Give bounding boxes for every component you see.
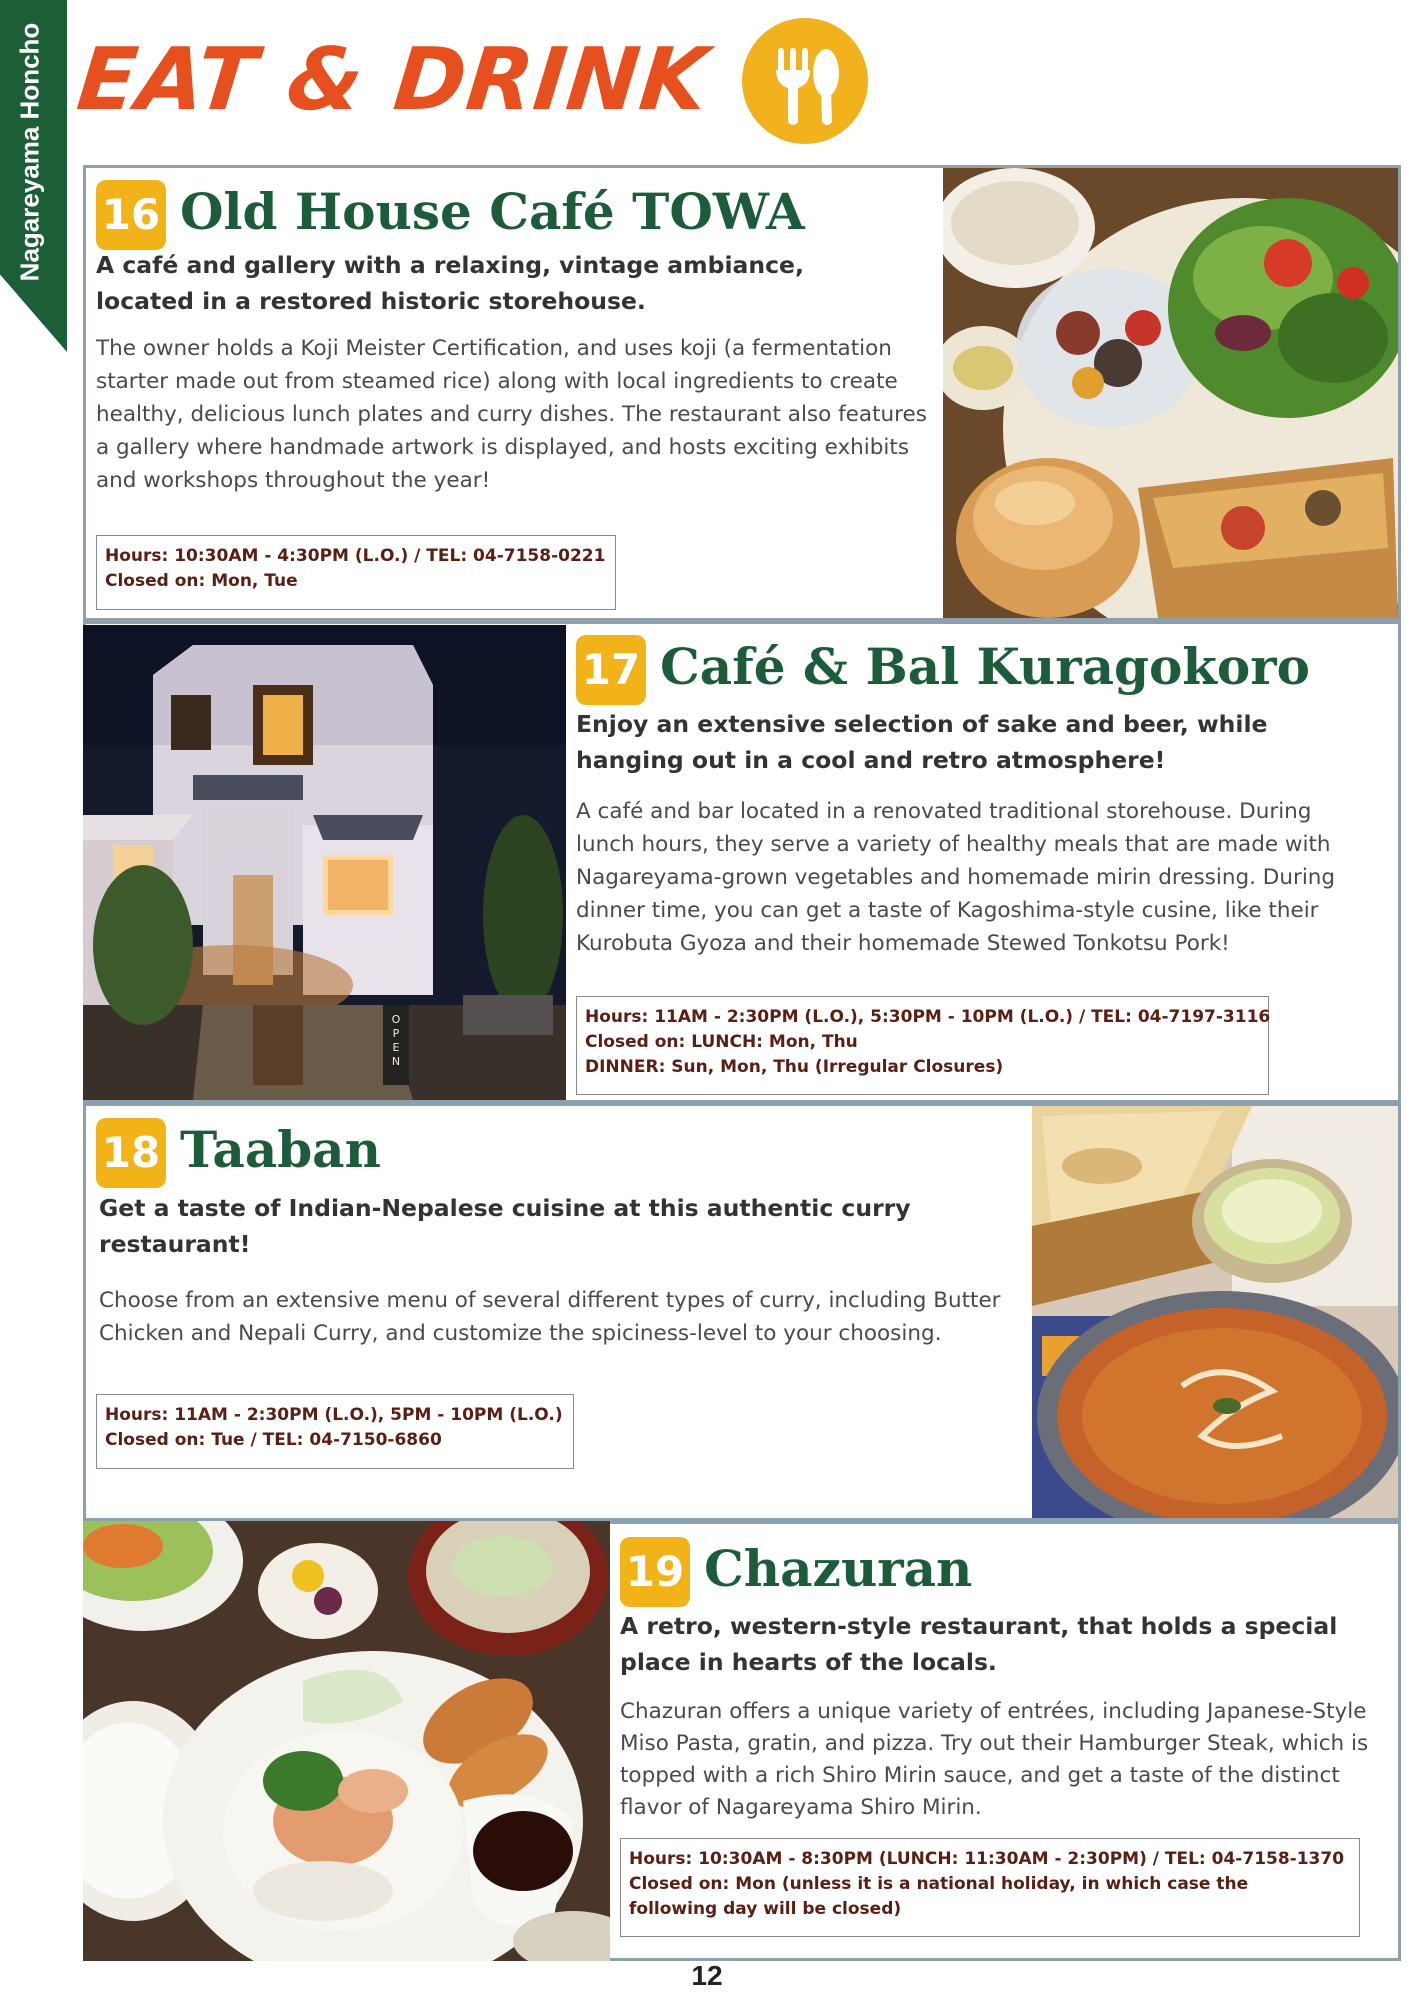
- entry-hours: Hours: 11AM - 2:30PM (L.O.), 5:30PM - 10PM (L.O.) / TEL: 04-7197-3116: [585, 1007, 1271, 1027]
- side-tab-label: Nagareyama Honcho: [14, 22, 45, 282]
- entry-number-badge: 17: [576, 635, 646, 705]
- entry-name: Old House Café TOWA: [180, 182, 805, 241]
- entry-description: The owner holds a Koji Meister Certification, and uses koji (a fermentation starter made out from steamed rice) along with local ingredients to create healthy, delicious lunch plates and curry dishes. The restaurant also features a gallery where handmade artwork is displayed, and hosts exciting exhibits and workshops throughout the year!: [96, 336, 927, 493]
- entry-closed-note: following day will be closed): [629, 1899, 902, 1919]
- entry-closed: Closed on: Mon (unless it is a national holiday, in which case the: [629, 1874, 1249, 1894]
- photo-kuragokoro-storehouse: [83, 625, 566, 1100]
- entry-tagline: A retro, western-style restaurant, that holds a special place in hearts of the locals.: [620, 1612, 1338, 1676]
- entry-name: Taaban: [180, 1120, 381, 1179]
- entry-name: Café & Bal Kuragokoro: [660, 637, 1310, 696]
- entry-tagline: Get a taste of Indian-Nepalese cuisine at this authentic curry restaurant!: [99, 1194, 911, 1258]
- entry-hours: Hours: 10:30AM - 4:30PM (L.O.) / TEL: 04-7158-0221: [105, 546, 606, 566]
- photo-chazuran-set-meal: [83, 1521, 610, 1961]
- entry-tagline: Enjoy an extensive selection of sake and beer, while hanging out in a cool and retro atmosphere!: [576, 710, 1268, 774]
- photo-cafe-towa-lunch-plate: [943, 168, 1398, 618]
- entry-closed: Closed on: LUNCH: Mon, Thu: [585, 1032, 858, 1052]
- entry-info-box: [620, 1838, 1360, 1937]
- entry-number-badge: 16: [96, 180, 166, 250]
- entry-info-box: [96, 1394, 574, 1469]
- page-number: 12: [691, 1960, 723, 1991]
- entry-hours: Hours: 10:30AM - 8:30PM (LUNCH: 11:30AM - 2:30PM) / TEL: 04-7158-1370: [629, 1849, 1345, 1869]
- entry-tagline: A café and gallery with a relaxing, vintage ambiance, located in a restored historic storehouse.: [96, 251, 804, 315]
- page-title: EAT & DRINK: [72, 30, 714, 130]
- entry-hours: Hours: 11AM - 2:30PM (L.O.), 5PM - 10PM (L.O.): [105, 1405, 563, 1425]
- entry-number-badge: 19: [620, 1537, 690, 1607]
- fork-spoon-icon: [742, 18, 868, 144]
- entry-info-box: [96, 535, 616, 610]
- entry-closed-dinner: DINNER: Sun, Mon, Thu (Irregular Closures): [585, 1057, 1004, 1077]
- entry-description: Chazuran offers a unique variety of entrées, including Japanese-Style Miso Pasta, gratin, and pizza. Try out their Hamburger Steak, which is topped with a rich Shiro Mirin sauce, and get a taste of the distinct flavor of Nagareyama Shiro Mirin.: [620, 1699, 1369, 1820]
- photo-taaban-curry: [1032, 1106, 1398, 1518]
- entry-number-badge: 18: [96, 1118, 166, 1188]
- entry-closed: Closed on: Mon, Tue: [105, 571, 298, 591]
- open-sign-text: O P E N: [391, 1013, 401, 1068]
- entry-description: Choose from an extensive menu of several different types of curry, including Butter Chicken and Nepali Curry, and customize the spiciness-level to your choosing.: [99, 1288, 1001, 1346]
- entry-info-box: [576, 996, 1269, 1095]
- entry-closed: Closed on: Tue / TEL: 04-7150-6860: [105, 1430, 442, 1450]
- entry-description: A café and bar located in a renovated traditional storehouse. During lunch hours, they serve a variety of healthy meals that are made with Nagareyama-grown vegetables and homemade mirin dressing. During dinner time, you can get a taste of Kagoshima-style cusine, like their Kurobuta Gyoza and their homemade Stewed Tonkotsu Pork!: [576, 799, 1336, 956]
- entry-name: Chazuran: [704, 1539, 973, 1598]
